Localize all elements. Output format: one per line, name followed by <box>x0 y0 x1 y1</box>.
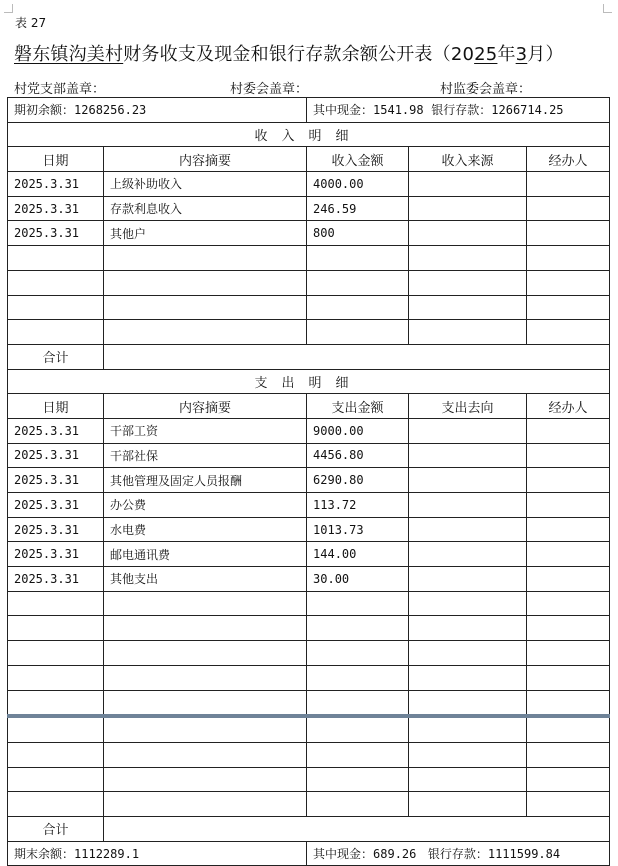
cell-dest <box>409 493 527 518</box>
income-total-row <box>8 344 610 369</box>
cell-summary <box>104 270 307 295</box>
table-row <box>8 616 610 641</box>
table-row <box>8 517 610 542</box>
cell-date <box>8 665 104 690</box>
income-section-title: 收入明细 <box>8 122 610 147</box>
cell-handler <box>527 591 610 616</box>
cell-amount <box>307 792 409 817</box>
closing-bank-value: 1111599.84 <box>487 846 561 861</box>
cell-date <box>8 792 104 817</box>
table-row <box>8 196 610 221</box>
opening-cash-bank-cell <box>307 98 610 123</box>
column-header: 收入金额 <box>307 147 409 172</box>
cell-source <box>409 196 527 221</box>
cell-date <box>8 690 104 716</box>
cell-handler <box>527 567 610 592</box>
cell-handler <box>527 221 610 246</box>
column-header: 内容摘要 <box>104 394 307 419</box>
cell-summary <box>104 665 307 690</box>
cell-handler <box>527 246 610 271</box>
party-seal-label: 村党支部盖章： <box>14 82 106 97</box>
cell-handler <box>527 665 610 690</box>
column-header: 经办人 <box>527 394 610 419</box>
cell-handler <box>527 443 610 468</box>
cell-handler <box>527 690 610 716</box>
cell-summary: 其他管理及固定人员报酬 <box>104 468 307 493</box>
table-row <box>8 418 610 443</box>
income-total-label: 合计 <box>8 344 104 369</box>
income-header-row <box>8 147 610 172</box>
column-header: 日期 <box>8 394 104 419</box>
closing-balance-value: 1112289.1 <box>74 846 140 861</box>
column-header: 支出金额 <box>307 394 409 419</box>
opening-balance-label: 期初余额： <box>14 103 75 118</box>
expense-total-row <box>8 816 610 841</box>
cell-source <box>409 320 527 345</box>
closing-balance-label: 期末余额： <box>14 846 75 861</box>
cell-summary <box>104 716 307 742</box>
cell-handler <box>527 542 610 567</box>
closing-bank-label: 银行存款： <box>427 846 488 861</box>
table-row <box>8 742 610 767</box>
closing-balance-cell <box>8 841 307 866</box>
column-header: 经办人 <box>527 147 610 172</box>
cell-dest <box>409 591 527 616</box>
supervision-seal-label: 村监委会盖章： <box>440 82 532 97</box>
cell-dest <box>409 641 527 666</box>
cell-handler <box>527 493 610 518</box>
cell-summary: 其他户 <box>104 221 307 246</box>
table-row <box>8 542 610 567</box>
cell-summary <box>104 742 307 767</box>
title-end: 月） <box>527 44 564 65</box>
cell-summary: 办公费 <box>104 493 307 518</box>
cell-amount: 144.00 <box>307 542 409 567</box>
cell-handler <box>527 468 610 493</box>
cell-summary <box>104 246 307 271</box>
cell-summary <box>104 616 307 641</box>
cell-dest <box>409 792 527 817</box>
cell-dest <box>409 690 527 716</box>
table-row <box>8 665 610 690</box>
cell-date <box>8 270 104 295</box>
cell-summary <box>104 767 307 792</box>
cell-date: 2025.3.31 <box>8 221 104 246</box>
cell-summary: 邮电通讯费 <box>104 542 307 567</box>
cell-source <box>409 246 527 271</box>
cell-dest <box>409 542 527 567</box>
cell-dest <box>409 665 527 690</box>
cell-date: 2025.3.31 <box>8 468 104 493</box>
title-main: 财务收支及现金和银行存款余额公开表（20 <box>123 44 475 65</box>
cell-amount <box>307 616 409 641</box>
cell-summary <box>104 641 307 666</box>
cell-date: 2025.3.31 <box>8 542 104 567</box>
cell-summary: 其他支出 <box>104 567 307 592</box>
table-row <box>8 641 610 666</box>
cell-source <box>409 270 527 295</box>
cell-handler <box>527 418 610 443</box>
cell-source <box>409 221 527 246</box>
cell-date <box>8 767 104 792</box>
table-row <box>8 221 610 246</box>
expense-rows <box>8 418 610 816</box>
opening-cash-value: 1541.98 <box>373 103 424 118</box>
cell-amount: 6290.80 <box>307 468 409 493</box>
cell-source <box>409 172 527 197</box>
table-row <box>8 320 610 345</box>
expense-section-title: 支出明细 <box>8 369 610 394</box>
cell-summary <box>104 690 307 716</box>
cell-amount <box>307 591 409 616</box>
table-row <box>8 270 610 295</box>
table-row <box>8 172 610 197</box>
cell-amount <box>307 665 409 690</box>
cell-handler <box>527 716 610 742</box>
cell-dest <box>409 468 527 493</box>
cell-summary: 干部工资 <box>104 418 307 443</box>
cell-date: 2025.3.31 <box>8 418 104 443</box>
cell-amount <box>307 641 409 666</box>
title-village: 沟美村 <box>68 44 124 65</box>
cell-amount: 4000.00 <box>307 172 409 197</box>
cell-amount <box>307 246 409 271</box>
title-month: 3 <box>515 44 528 65</box>
cell-date <box>8 742 104 767</box>
cell-handler <box>527 517 610 542</box>
cell-dest <box>409 616 527 641</box>
cell-amount <box>307 295 409 320</box>
page-title <box>14 40 564 66</box>
page-corner-mark <box>4 4 13 13</box>
cell-summary <box>104 792 307 817</box>
cell-date: 2025.3.31 <box>8 443 104 468</box>
cell-amount <box>307 690 409 716</box>
cell-summary: 水电费 <box>104 517 307 542</box>
cell-date: 2025.3.31 <box>8 517 104 542</box>
opening-balance-cell <box>8 98 307 123</box>
cell-dest <box>409 567 527 592</box>
cell-date <box>8 246 104 271</box>
cell-handler <box>527 295 610 320</box>
column-header: 内容摘要 <box>104 147 307 172</box>
table-row <box>8 792 610 817</box>
cell-summary <box>104 320 307 345</box>
cell-amount <box>307 320 409 345</box>
cell-amount <box>307 270 409 295</box>
cell-date: 2025.3.31 <box>8 567 104 592</box>
cell-dest <box>409 517 527 542</box>
column-header: 收入来源 <box>409 147 527 172</box>
table-row <box>8 246 610 271</box>
cell-dest <box>409 767 527 792</box>
column-header: 日期 <box>8 147 104 172</box>
table-number: 表 27 <box>15 16 47 30</box>
table-row <box>8 295 610 320</box>
income-total-value <box>104 344 610 369</box>
cell-handler <box>527 196 610 221</box>
page-corner-mark <box>603 4 612 13</box>
cell-amount: 246.59 <box>307 196 409 221</box>
closing-balance-row <box>8 841 610 866</box>
table-row <box>8 443 610 468</box>
cell-amount: 1013.73 <box>307 517 409 542</box>
cell-summary: 上级补助收入 <box>104 172 307 197</box>
income-rows <box>8 172 610 345</box>
table-row <box>8 591 610 616</box>
cell-summary: 存款利息收入 <box>104 196 307 221</box>
cell-date <box>8 641 104 666</box>
title-year-suffix: 25 <box>474 44 498 65</box>
closing-cash-value: 689.26 <box>373 846 417 861</box>
cell-amount: 9000.00 <box>307 418 409 443</box>
table-row <box>8 716 610 742</box>
closing-cash-bank-cell <box>307 841 610 866</box>
expense-section-row <box>8 369 610 394</box>
expense-total-value <box>104 816 610 841</box>
opening-balance-row <box>8 98 610 123</box>
cell-handler <box>527 742 610 767</box>
cell-date: 2025.3.31 <box>8 172 104 197</box>
cell-amount <box>307 742 409 767</box>
cell-date <box>8 320 104 345</box>
cell-summary <box>104 591 307 616</box>
finance-table <box>7 97 610 866</box>
cell-amount <box>307 716 409 742</box>
expense-total-label: 合计 <box>8 816 104 841</box>
table-row <box>8 493 610 518</box>
cell-amount: 30.00 <box>307 567 409 592</box>
cell-handler <box>527 641 610 666</box>
cell-summary: 干部社保 <box>104 443 307 468</box>
cell-date <box>8 616 104 641</box>
cell-handler <box>527 320 610 345</box>
cell-amount: 4456.80 <box>307 443 409 468</box>
committee-seal-label: 村委会盖章： <box>230 82 309 97</box>
table-row <box>8 567 610 592</box>
opening-bank-value: 1266714.25 <box>491 103 564 118</box>
table-row <box>8 468 610 493</box>
cell-summary <box>104 295 307 320</box>
title-year-char: 年 <box>497 44 516 65</box>
opening-balance-value: 1268256.23 <box>74 103 147 118</box>
title-town: 磐东镇 <box>14 44 69 65</box>
opening-bank-label: 银行存款： <box>431 103 492 118</box>
table-row <box>8 690 610 716</box>
closing-cash-label: 其中现金： <box>313 846 374 861</box>
income-section-row <box>8 122 610 147</box>
table-row <box>8 767 610 792</box>
cell-dest <box>409 418 527 443</box>
cell-source <box>409 295 527 320</box>
cell-handler <box>527 270 610 295</box>
expense-header-row <box>8 394 610 419</box>
cell-date: 2025.3.31 <box>8 493 104 518</box>
cell-date <box>8 295 104 320</box>
cell-date <box>8 591 104 616</box>
cell-date: 2025.3.31 <box>8 196 104 221</box>
cell-amount: 800 <box>307 221 409 246</box>
cell-handler <box>527 767 610 792</box>
cell-date <box>8 716 104 742</box>
opening-cash-label: 其中现金： <box>313 103 374 118</box>
cell-dest <box>409 742 527 767</box>
cell-handler <box>527 792 610 817</box>
column-header: 支出去向 <box>409 394 527 419</box>
cell-amount: 113.72 <box>307 493 409 518</box>
cell-handler <box>527 172 610 197</box>
cell-dest <box>409 716 527 742</box>
cell-handler <box>527 616 610 641</box>
cell-amount <box>307 767 409 792</box>
cell-dest <box>409 443 527 468</box>
